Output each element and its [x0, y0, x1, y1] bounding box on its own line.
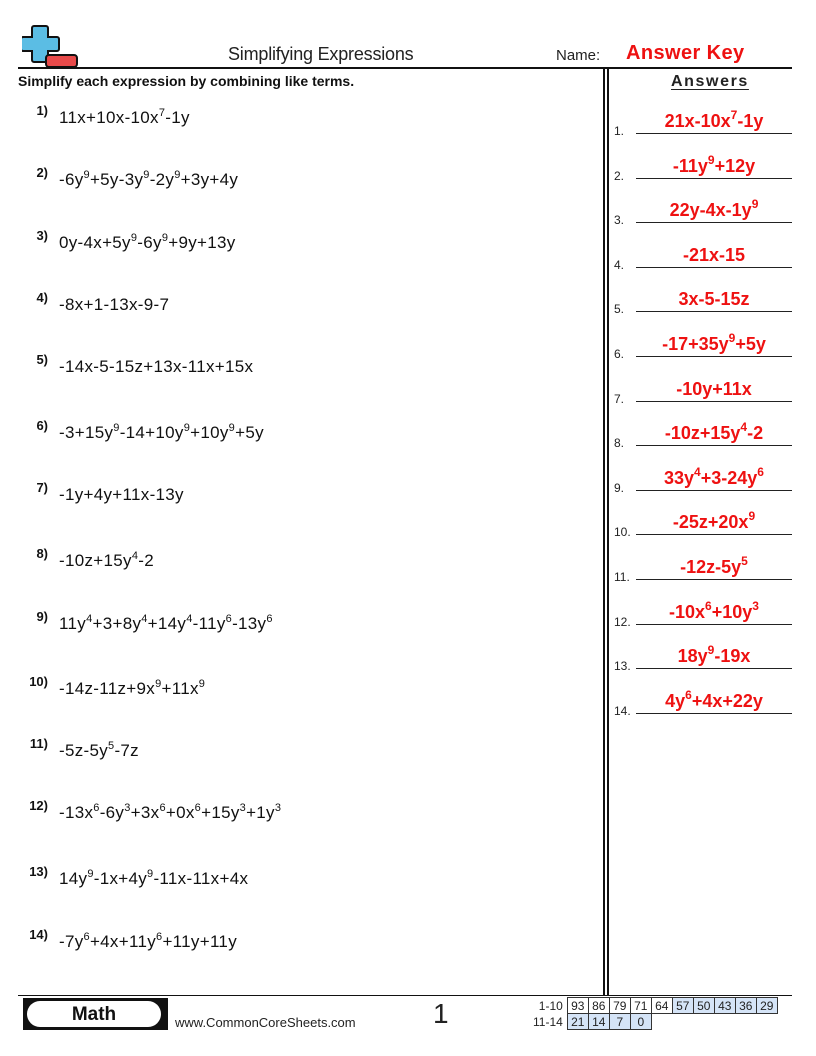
- answer-value: [636, 331, 792, 355]
- score-cell: 71: [630, 998, 651, 1014]
- term-text: -10y+11x: [676, 378, 752, 399]
- exponent: 4: [694, 464, 701, 479]
- answer-blank-line[interactable]: [636, 356, 792, 357]
- problem-number: 11): [29, 736, 48, 751]
- exponent: 7: [158, 107, 166, 119]
- score-range-label: 11-14: [533, 1014, 563, 1029]
- exponent: 6: [93, 802, 100, 814]
- answer-item: [614, 599, 792, 629]
- term-text: -14x-5-15z+13x-11x+15x: [59, 357, 254, 376]
- term-text: -1x+4y: [93, 869, 148, 888]
- term-text: -5z-5y: [59, 741, 109, 760]
- problem-item: [0, 736, 590, 766]
- score-cell: 36: [735, 998, 756, 1014]
- problem-item: [0, 103, 590, 133]
- term-text: +3-24y: [700, 467, 758, 488]
- name-field[interactable]: Answer Key: [626, 42, 745, 64]
- exponent: 6: [757, 464, 764, 479]
- exponent: 4: [740, 420, 748, 435]
- problem-expression: [59, 803, 281, 823]
- answer-number: 8.: [614, 436, 625, 451]
- problem-number: 13): [29, 864, 48, 879]
- exponent: 9: [130, 232, 138, 244]
- answer-value: [636, 464, 792, 489]
- exponent: 9: [113, 422, 120, 434]
- plus-minus-logo-icon: [22, 24, 80, 68]
- term-text: +0x: [165, 803, 195, 822]
- exponent: 9: [147, 868, 154, 880]
- answer-item: [614, 242, 792, 272]
- exponent: 5: [108, 740, 115, 752]
- problem-item: [0, 674, 590, 704]
- term-text: -1y+4y+11x-13y: [59, 485, 184, 504]
- answer-value: [636, 197, 792, 221]
- term-text: 33y: [664, 467, 695, 488]
- answer-item: [614, 554, 792, 584]
- exponent: 6: [159, 802, 166, 814]
- problem-expression: [59, 485, 184, 505]
- answer-blank-line[interactable]: [636, 178, 792, 179]
- score-cell: 21: [567, 1014, 588, 1030]
- problem-expression: [59, 932, 237, 952]
- term-text: -6y: [59, 170, 84, 189]
- answer-value: [636, 289, 792, 310]
- answer-blank-line[interactable]: [636, 222, 792, 223]
- exponent: 6: [225, 613, 233, 625]
- footer-divider: [18, 995, 792, 996]
- term-text: +5y-3y: [89, 170, 144, 189]
- problem-item: [0, 480, 590, 510]
- term-text: +10y: [190, 423, 229, 442]
- term-text: -21x-15: [682, 244, 746, 265]
- term-text: -17+35y: [662, 334, 729, 354]
- exponent: 3: [124, 802, 131, 814]
- term-text: -25z+20x: [672, 512, 749, 533]
- exponent: 9: [228, 422, 236, 434]
- term-text: -13y: [232, 614, 267, 633]
- term-text: -11y: [672, 155, 708, 176]
- problem-expression: [59, 741, 139, 761]
- problem-expression: [59, 614, 273, 634]
- term-text: +3x: [130, 803, 160, 822]
- term-text: -19x: [714, 646, 751, 667]
- term-text: 21x-10x: [664, 111, 731, 131]
- exponent: 9: [728, 331, 736, 345]
- term-text: -3+15y: [59, 423, 114, 442]
- exponent: 4: [186, 613, 193, 625]
- term-text: -1y: [165, 108, 190, 127]
- answer-value: [636, 687, 792, 712]
- term-text: -11y: [192, 614, 226, 633]
- term-text: 14y: [59, 869, 88, 888]
- problem-expression: [59, 233, 236, 253]
- problem-expression: [59, 423, 264, 443]
- answer-item: [614, 331, 792, 361]
- term-text: 11x+10x-10x: [59, 108, 159, 127]
- answer-value: [636, 108, 792, 132]
- term-text: +4x+22y: [691, 690, 763, 711]
- answer-value: [636, 379, 792, 400]
- term-text: +10y: [711, 601, 753, 622]
- answer-number: 14.: [614, 703, 631, 718]
- exponent: 9: [87, 868, 94, 880]
- answer-item: [614, 465, 792, 495]
- exponent: 9: [707, 643, 715, 658]
- term-text: -2y: [149, 170, 175, 189]
- problem-item: [0, 546, 590, 576]
- term-text: -14z-11z+9x: [59, 679, 156, 698]
- score-cell: 93: [567, 998, 588, 1014]
- term-text: 0y-4x+5y: [59, 233, 131, 252]
- answer-number: 3.: [614, 213, 625, 228]
- answer-value: [636, 420, 792, 444]
- term-text: +11y+11y: [162, 932, 237, 951]
- answer-item: [614, 376, 792, 406]
- term-text: -2: [747, 423, 764, 444]
- exponent: 6: [156, 931, 163, 943]
- problem-number: 12): [29, 798, 48, 813]
- answer-number: 7.: [614, 391, 625, 406]
- term-text: -1y: [737, 111, 764, 131]
- answer-number: 13.: [614, 659, 631, 674]
- exponent: 4: [131, 550, 139, 562]
- answer-value: [636, 598, 792, 623]
- answer-blank-line[interactable]: [636, 579, 792, 580]
- term-text: -13x: [59, 803, 94, 822]
- answer-number: 10.: [614, 525, 631, 540]
- score-table: [530, 997, 778, 1030]
- term-text: -10z+15y: [59, 551, 132, 570]
- term-text: +3y+4y: [180, 170, 239, 189]
- problem-item: [0, 864, 590, 894]
- exponent: 7: [730, 108, 738, 122]
- answer-number: 11.: [614, 570, 630, 584]
- problem-expression: [59, 679, 205, 699]
- answer-item: [614, 108, 792, 138]
- header-divider: [18, 67, 792, 69]
- problem-expression: [59, 357, 253, 377]
- problem-number: 7): [36, 480, 48, 495]
- page-number: 1: [433, 998, 449, 1029]
- instructions: Simplify each expression by combining like terms.: [18, 73, 355, 89]
- answer-item: [614, 153, 792, 183]
- answer-number: 12.: [614, 614, 631, 629]
- answer-value: [636, 554, 792, 578]
- term-text: +1y: [246, 803, 275, 822]
- score-cell: 14: [588, 1014, 609, 1030]
- term-text: 18y: [677, 646, 708, 667]
- exponent: 3: [239, 802, 247, 814]
- answer-blank-line[interactable]: [636, 401, 792, 402]
- score-cell: 0: [630, 1014, 651, 1030]
- problem-item: [0, 290, 590, 320]
- exponent: 9: [83, 169, 90, 181]
- term-text: -14+10y: [119, 423, 184, 442]
- problem-item: [0, 165, 590, 195]
- term-text: +9y+13y: [168, 233, 236, 252]
- exponent: 6: [266, 613, 273, 625]
- answer-blank-line[interactable]: [636, 534, 792, 535]
- answer-blank-line[interactable]: [636, 624, 792, 625]
- name-label: Name:: [556, 47, 601, 64]
- answer-number: 4.: [614, 257, 625, 272]
- answer-blank-line[interactable]: [636, 668, 792, 669]
- subject-badge: [23, 998, 168, 1030]
- exponent: 3: [752, 598, 759, 613]
- problem-item: [0, 927, 590, 957]
- score-cell: 7: [609, 1014, 630, 1030]
- term-text: +5y: [235, 423, 264, 442]
- answer-item: [614, 286, 792, 316]
- term-text: 3x-5-15z: [678, 289, 750, 310]
- term-text: -7z: [114, 741, 139, 760]
- score-cell: 43: [714, 998, 735, 1014]
- answer-item: [614, 197, 792, 227]
- problem-number: 14): [29, 927, 48, 942]
- answer-blank-line[interactable]: [636, 267, 792, 268]
- answers-heading: Answers: [671, 73, 749, 90]
- problem-number: 9): [36, 609, 48, 624]
- problem-item: [0, 228, 590, 258]
- term-text: -10z+15y: [664, 423, 741, 444]
- score-cell: 50: [693, 998, 714, 1014]
- problem-number: 3): [36, 228, 48, 243]
- term-text: 4y: [665, 690, 686, 711]
- answer-item: [614, 643, 792, 673]
- site-link[interactable]: www.CommonCoreSheets.com: [175, 1015, 356, 1030]
- score-row: [530, 998, 777, 1014]
- exponent: 9: [751, 197, 759, 212]
- term-text: +3+8y: [92, 614, 142, 633]
- answer-blank-line[interactable]: [636, 445, 792, 446]
- score-cell: 79: [609, 998, 630, 1014]
- page-title: Simplifying Expressions: [228, 44, 414, 64]
- term-text: -6y: [137, 233, 162, 252]
- term-text: -2: [138, 551, 154, 570]
- problem-number: 1): [36, 103, 48, 118]
- column-divider: [607, 69, 609, 996]
- exponent: 6: [685, 687, 692, 702]
- answer-blank-line[interactable]: [636, 311, 792, 312]
- answer-number: 1.: [614, 124, 625, 138]
- exponent: 4: [86, 613, 93, 625]
- exponent: 9: [155, 678, 162, 690]
- problem-number: 8): [36, 546, 48, 561]
- problem-expression: [59, 869, 248, 889]
- term-text: -10x: [669, 601, 706, 622]
- answer-number: 9.: [614, 480, 625, 495]
- exponent: 9: [183, 422, 191, 434]
- problem-item: [0, 418, 590, 448]
- answer-item: [614, 688, 792, 718]
- score-cell: 57: [672, 998, 693, 1014]
- answer-value: [636, 245, 792, 266]
- score-cell: 29: [756, 998, 777, 1014]
- column-divider: [603, 69, 605, 996]
- problem-expression: [59, 551, 154, 571]
- answer-item: [614, 420, 792, 450]
- score-range-label: 1-10: [538, 998, 563, 1013]
- score-cell: 64: [651, 998, 672, 1014]
- exponent: 6: [83, 931, 90, 943]
- term-text: -11x-11x+4x: [153, 869, 249, 888]
- answer-number: 6.: [614, 347, 625, 361]
- problem-number: 2): [36, 165, 48, 180]
- term-text: -8x+1-13x-9-7: [59, 295, 170, 314]
- term-text: -12z-5y: [680, 557, 742, 577]
- exponent: 9: [174, 169, 181, 181]
- problem-number: 10): [29, 674, 48, 689]
- answer-value: [636, 643, 792, 667]
- problem-item: [0, 352, 590, 382]
- term-text: +14y: [147, 614, 187, 633]
- term-text: -6y: [99, 803, 125, 822]
- answer-blank-line[interactable]: [636, 713, 792, 714]
- answer-item: [614, 509, 792, 539]
- term-text: 22y-4x-1y: [669, 200, 752, 221]
- problem-expression: [59, 295, 169, 315]
- exponent: 9: [707, 152, 715, 167]
- subject-label: Math: [27, 1001, 161, 1027]
- term-text: +4x+11y: [89, 932, 157, 951]
- answer-number: 5.: [614, 302, 625, 317]
- problem-expression: [59, 108, 190, 128]
- exponent: 5: [741, 554, 748, 568]
- problem-item: [0, 798, 590, 828]
- problem-number: 5): [36, 352, 48, 367]
- answer-blank-line[interactable]: [636, 490, 792, 491]
- term-text: 11y: [59, 614, 87, 633]
- exponent: 9: [161, 232, 169, 244]
- answer-number: 2.: [614, 168, 625, 183]
- term-text: +11x: [161, 679, 199, 698]
- problem-number: 4): [36, 290, 48, 305]
- problem-expression: [59, 170, 238, 190]
- term-text: +5y: [735, 334, 766, 354]
- answer-value: [636, 509, 792, 533]
- exponent: 9: [748, 509, 756, 524]
- exponent: 4: [141, 613, 148, 625]
- answer-blank-line[interactable]: [636, 133, 792, 134]
- exponent: 3: [274, 802, 282, 814]
- score-cell: 86: [588, 998, 609, 1014]
- term-text: +15y: [201, 803, 240, 822]
- term-text: +12y: [714, 155, 756, 176]
- exponent: 9: [143, 169, 150, 181]
- answer-value: [636, 152, 792, 177]
- problem-number: 6): [36, 418, 48, 433]
- exponent: 9: [198, 678, 206, 690]
- score-row: [530, 1014, 777, 1030]
- term-text: -7y: [59, 932, 84, 951]
- problem-item: [0, 609, 590, 639]
- exponent: 6: [705, 598, 712, 613]
- exponent: 6: [194, 802, 202, 814]
